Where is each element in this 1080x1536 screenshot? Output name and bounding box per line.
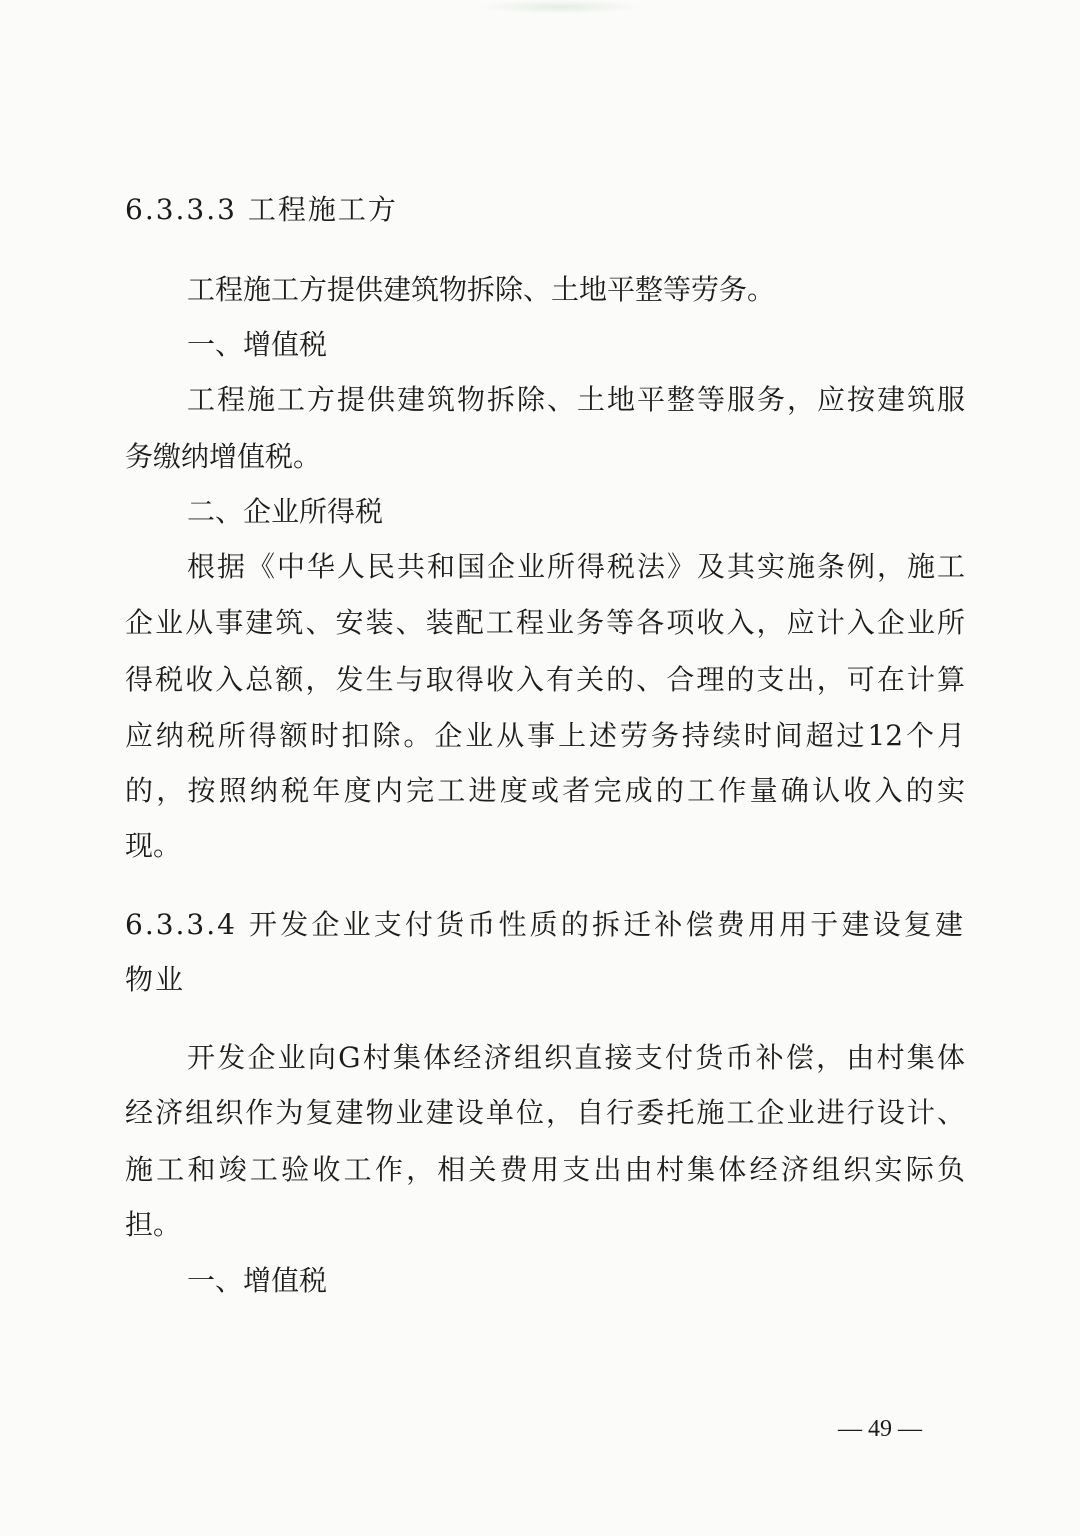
paragraph-line: 务缴纳增值税。 [125, 440, 322, 473]
paragraph-line: 工程施工方提供建筑物拆除、土地平整等劳务。 [187, 273, 776, 306]
paragraph-line: 的，按照纳税年度内完工进度或者完成的工作量确认收入的实 [125, 774, 965, 807]
paragraph-line: 企业从事建筑、安装、装配工程业务等各项收入，应计入企业所 [125, 606, 965, 639]
paragraph-line: 开发企业向G村集体经济组织直接支付货币补偿，由村集体 [187, 1041, 965, 1074]
page-number: — 49 — [838, 1416, 922, 1442]
paragraph-line: 现。 [125, 829, 182, 862]
paragraph-line: 应纳税所得额时扣除。企业从事上述劳务持续时间超过12个月 [125, 719, 965, 752]
subheading-cit: 二、企业所得税 [187, 495, 384, 528]
paragraph-line: 担。 [125, 1208, 182, 1241]
subheading-vat: 一、增值税 [187, 328, 328, 361]
paragraph-line: 经济组织作为复建物业建设单位，自行委托施工企业进行设计、 [125, 1096, 965, 1129]
subheading-vat-2: 一、增值税 [187, 1264, 328, 1297]
scan-smudge [480, 0, 640, 14]
section-heading-6-3-3-3: 6.3.3.3 工程施工方 [125, 193, 398, 226]
paragraph-line: 施工和竣工验收工作，相关费用支出由村集体经济组织实际负 [125, 1153, 965, 1186]
section-heading-6-3-3-4: 6.3.3.4 开发企业支付货币性质的拆迁补偿费用用于建设复建 [125, 908, 965, 941]
paragraph-line: 得税收入总额，发生与取得收入有关的、合理的支出，可在计算 [125, 663, 965, 696]
paragraph-line: 工程施工方提供建筑物拆除、土地平整等服务，应按建筑服 [187, 383, 965, 416]
paragraph-line: 根据《中华人民共和国企业所得税法》及其实施条例，施工 [187, 550, 965, 583]
section-heading-6-3-3-4-cont: 物业 [125, 963, 186, 996]
